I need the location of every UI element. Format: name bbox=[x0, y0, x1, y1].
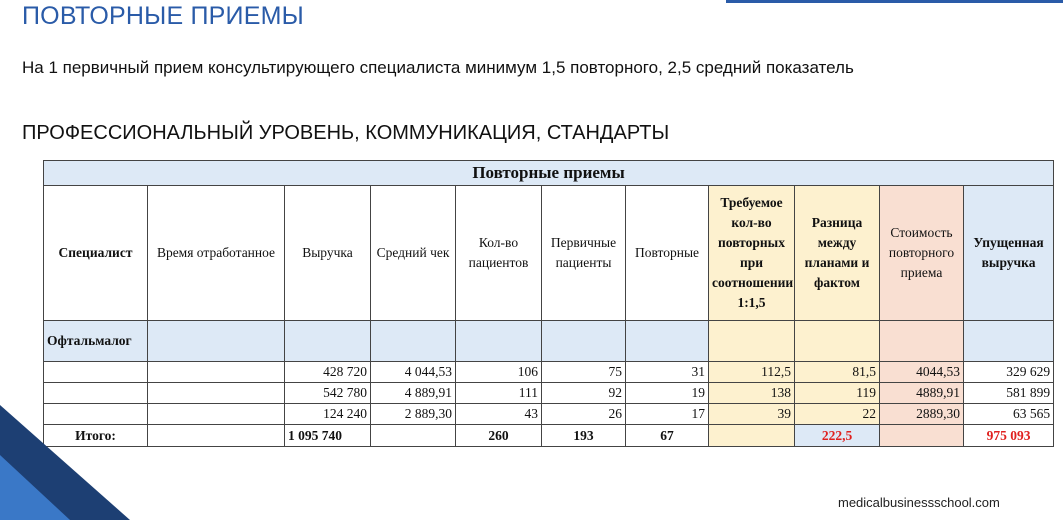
section-subtitle: ПРОФЕССИОНАЛЬНЫЙ УРОВЕНЬ, КОММУНИКАЦИЯ, СТАНДАРТЫ bbox=[22, 122, 670, 144]
cell-patient-count: 111 bbox=[456, 383, 542, 404]
total-label: Итого: bbox=[44, 425, 148, 447]
cell-average-check: 2 889,30 bbox=[371, 404, 456, 425]
cell-primary-patients: 75 bbox=[542, 362, 626, 383]
description-text: На 1 первичный прием консультирующего специалиста минимум 1,5 повторного, 2,5 средний показатель bbox=[22, 58, 854, 77]
total-patient-count: 260 bbox=[456, 425, 542, 447]
total-row bbox=[44, 425, 1054, 447]
cell-plan-fact-diff: 119 bbox=[795, 383, 880, 404]
website-link: medicalbusinessschool.com bbox=[838, 495, 1000, 510]
table-caption: Повторные приемы bbox=[44, 161, 1054, 186]
page-title: ПОВТОРНЫЕ ПРИЕМЫ bbox=[22, 2, 304, 30]
cell-patient-count: 43 bbox=[456, 404, 542, 425]
cell-revenue: 124 240 bbox=[285, 404, 371, 425]
cell-repeat: 31 bbox=[626, 362, 709, 383]
total-plan-fact-diff: 222,5 bbox=[795, 425, 880, 447]
header-plan-fact-diff: Разница между планами и фактом bbox=[795, 186, 880, 321]
header-repeat-cost: Стоимость повторного приема bbox=[880, 186, 964, 321]
total-repeat: 67 bbox=[626, 425, 709, 447]
header-revenue: Выручка bbox=[285, 186, 371, 321]
header-average-check: Средний чек bbox=[371, 186, 456, 321]
cell-repeat: 19 bbox=[626, 383, 709, 404]
header-specialist: Специалист bbox=[44, 186, 148, 321]
top-accent-line bbox=[726, 0, 1063, 3]
cell-revenue: 428 720 bbox=[285, 362, 371, 383]
specialist-row bbox=[44, 321, 1054, 362]
table-row bbox=[44, 404, 1054, 425]
cell-average-check: 4 889,91 bbox=[371, 383, 456, 404]
cell-plan-fact-diff: 22 bbox=[795, 404, 880, 425]
cell-lost-revenue: 581 899 bbox=[964, 383, 1054, 404]
cell-lost-revenue: 63 565 bbox=[964, 404, 1054, 425]
table-row bbox=[44, 383, 1054, 404]
header-lost-revenue: Упущенная выручка bbox=[964, 186, 1054, 321]
cell-plan-fact-diff: 81,5 bbox=[795, 362, 880, 383]
cell-required-repeat: 138 bbox=[709, 383, 795, 404]
header-time-worked: Время отработанное bbox=[148, 186, 285, 321]
cell-revenue: 542 780 bbox=[285, 383, 371, 404]
specialist-name: Офтальмалог bbox=[44, 321, 148, 362]
header-repeat: Повторные bbox=[626, 186, 709, 321]
cell-primary-patients: 26 bbox=[542, 404, 626, 425]
cell-repeat-cost: 4889,91 bbox=[880, 383, 964, 404]
total-revenue: 1 095 740 bbox=[285, 425, 371, 447]
cell-primary-patients: 92 bbox=[542, 383, 626, 404]
cell-repeat-cost: 4044,53 bbox=[880, 362, 964, 383]
cell-patient-count: 106 bbox=[456, 362, 542, 383]
cell-required-repeat: 112,5 bbox=[709, 362, 795, 383]
cell-repeat-cost: 2889,30 bbox=[880, 404, 964, 425]
total-primary-patients: 193 bbox=[542, 425, 626, 447]
cell-repeat: 17 bbox=[626, 404, 709, 425]
cell-required-repeat: 39 bbox=[709, 404, 795, 425]
cell-average-check: 4 044,53 bbox=[371, 362, 456, 383]
header-required-repeat: Требуемое кол-во повторных при соотношении 1:1,5 bbox=[709, 186, 795, 321]
total-lost-revenue: 975 093 bbox=[964, 425, 1054, 447]
header-primary-patients: Первичные пациенты bbox=[542, 186, 626, 321]
table-row bbox=[44, 362, 1054, 383]
cell-lost-revenue: 329 629 bbox=[964, 362, 1054, 383]
header-patient-count: Кол-во пациентов bbox=[456, 186, 542, 321]
repeat-visits-table bbox=[43, 160, 1054, 447]
